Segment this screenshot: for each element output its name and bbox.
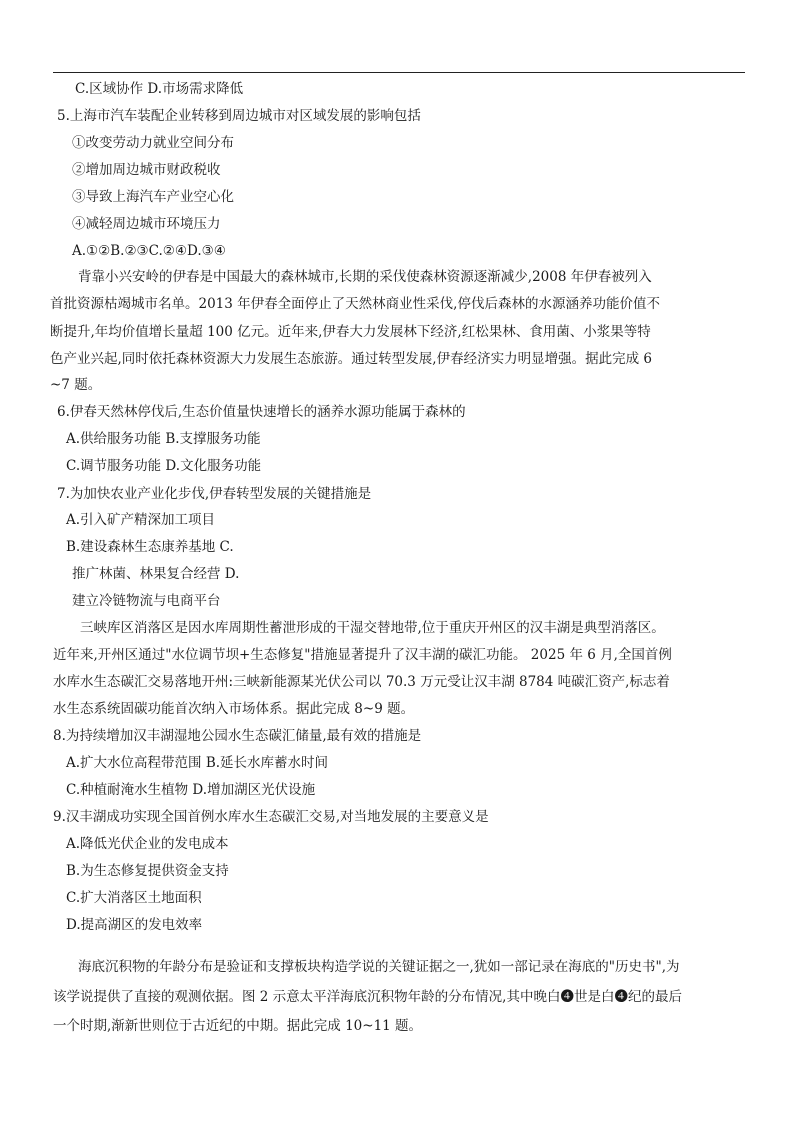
passage-yichun-line-5: ~7 题。 [50, 377, 102, 393]
q9-option-c: C.扩大消落区土地面积 [66, 890, 202, 906]
q6-options-cd: C.调节服务功能 D.文化服务功能 [66, 458, 262, 474]
q9-option-d: D.提高湖区的发电效率 [66, 917, 203, 933]
q9-option-b: B.为生态修复提供资金支持 [66, 863, 229, 879]
q5-item-1: ①改变劳动力就业空间分布 [72, 135, 234, 151]
q8-stem: 8.为持续增加汉丰湖湿地公园水生态碳汇储量,最有效的措施是 [53, 728, 422, 744]
q4-options-cd: C.区域协作 D.市场需求降低 [75, 81, 244, 97]
passage-hanfeng-line-3: 水库水生态碳汇交易落地开州:三峡新能源某光伏公司以 70.3 万元受让汉丰湖 8784 吨碳汇资产,标志着 [53, 674, 670, 690]
q5-item-3: ③导致上海汽车产业空心化 [72, 189, 234, 205]
passage-hanfeng-line-4: 水生态系统固碳功能首次纳入市场体系。据此完成 8~9 题。 [53, 701, 415, 717]
q7-option-d: 建立冷链物流与电商平台 [72, 593, 221, 609]
q7-option-b: B.建设森林生态康养基地 C. [66, 539, 234, 555]
passage-sediment-line-2: 该学说提供了直接的观测依据。图 2 示意太平洋海底沉积物年龄的分布情况,其中晚白❹世是白❹纪的最后 [53, 989, 682, 1005]
passage-yichun-line-1: 背靠小兴安岭的伊春是中国最大的森林城市,长期的采伐使森林资源逐渐减少,2008 年伊春被列入 [78, 269, 652, 285]
q9-stem: 9.汉丰湖成功实现全国首例水库水生态碳汇交易,对当地发展的主要意义是 [53, 809, 489, 825]
q5-item-2: ②增加周边城市财政税收 [72, 162, 221, 178]
passage-hanfeng-line-2: 近年来,开州区通过"水位调节坝+生态修复"措施显著提升了汉丰湖的碳汇功能。 2025 年 6 月,全国首例 [53, 647, 672, 663]
passage-yichun-line-3: 断提升,年均价值增长量超 100 亿元。近年来,伊春大力发展林下经济,红松果林、食用菌、小浆果等特 [50, 324, 651, 340]
q8-options-cd: C.种植耐淹水生植物 D.增加湖区光伏设施 [66, 782, 316, 798]
passage-sediment-line-3: 一个时期,渐新世则位于古近纪的中期。据此完成 10~11 题。 [53, 1018, 423, 1034]
q7-stem: 7.为加快农业产业化步伐,伊春转型发展的关键措施是 [57, 486, 372, 502]
q7-option-c: 推广林菌、林果复合经营 D. [72, 566, 240, 582]
q7-option-a: A.引入矿产精深加工项目 [66, 512, 216, 528]
passage-yichun-line-2: 首批资源枯竭城市名单。2013 年伊春全面停止了天然林商业性采伐,停伐后森林的水源涵养功能价值不 [50, 296, 660, 312]
passage-sediment-line-1: 海底沉积物的年龄分布是验证和支撑板块构造学说的关键证据之一,犹如一部记录在海底的"历史书",为 [78, 959, 680, 975]
q6-stem: 6.伊春天然林停伐后,生态价值量快速增长的涵养水源功能属于森林的 [57, 404, 466, 420]
q8-options-ab: A.扩大水位高程带范围 B.延长水库蓄水时间 [66, 755, 329, 771]
header-rule [53, 72, 745, 73]
passage-hanfeng-line-1: 三峡库区消落区是因水库周期性蓄泄形成的干湿交替地带,位于重庆开州区的汉丰湖是典型消落区。 [80, 620, 665, 636]
q5-options: A.①②B.②③C.②④D.③④ [72, 243, 226, 259]
q5-stem: 5.上海市汽车装配企业转移到周边城市对区域发展的影响包括 [57, 108, 421, 124]
q5-item-4: ④减轻周边城市环境压力 [72, 216, 221, 232]
q9-option-a: A.降低光伏企业的发电成本 [66, 836, 229, 852]
q6-options-ab: A.供给服务功能 B.支撑服务功能 [66, 431, 261, 447]
passage-yichun-line-4: 色产业兴起,同时依托森林资源大力发展生态旅游。通过转型发展,伊春经济实力明显增强。据此完成 6 [50, 351, 652, 367]
